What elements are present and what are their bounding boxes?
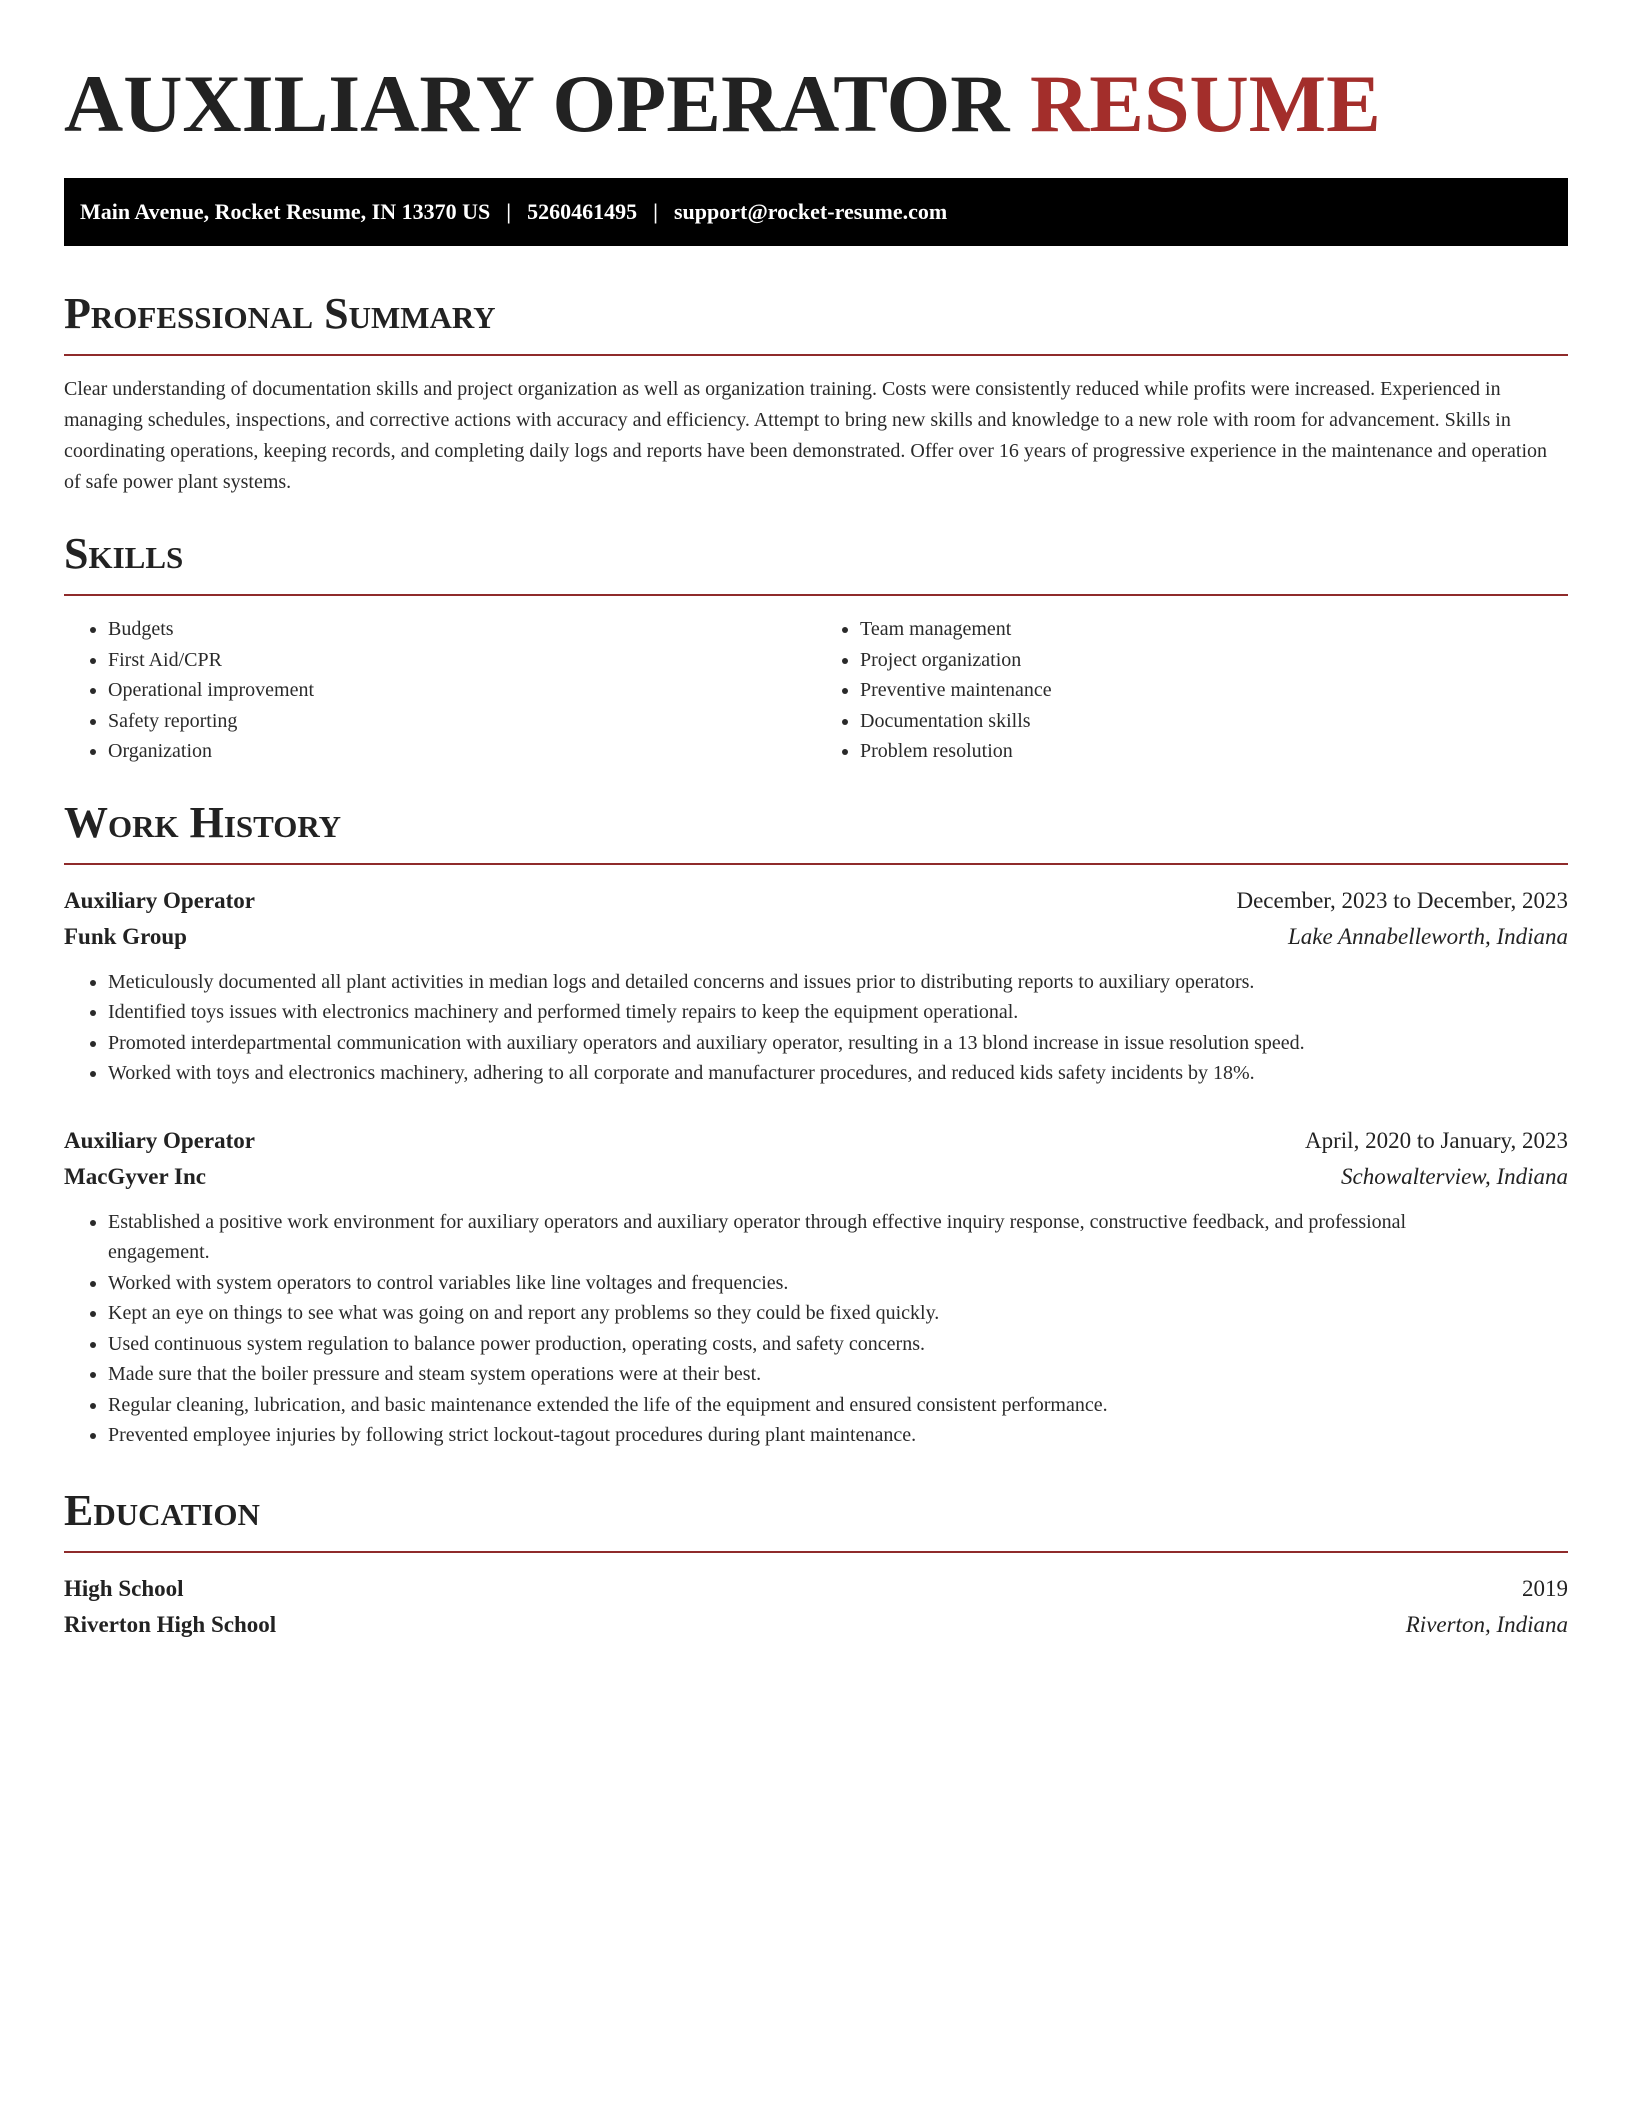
skills-column-right [816, 614, 1568, 767]
job-company-row [64, 1159, 1568, 1195]
title-main: AUXILIARY OPERATOR [64, 58, 1010, 149]
skill-item: • Organization [108, 736, 816, 767]
job-bullet: • Promoted interdepartmental communication with auxiliary operators and auxiliary operator, resulting in a 13 blond increase in issue resolution speed. [108, 1028, 1568, 1059]
skills-section [64, 528, 1568, 767]
skill-item: • Problem resolution [860, 736, 1568, 767]
skill-item: • Project organization [860, 645, 1568, 676]
job-title: Auxiliary Operator [64, 887, 255, 913]
job-bullet: • Used continuous system regulation to balance power production, operating costs, and safety concerns. [108, 1329, 1568, 1360]
contact-bar [64, 178, 1568, 246]
job-entry [64, 1123, 1568, 1451]
job-dates: April, 2020 to January, 2023 [1305, 1127, 1568, 1153]
skill-item: • Operational improvement [108, 675, 816, 706]
job-bullets [64, 967, 1568, 1089]
skill-item: • Team management [860, 614, 1568, 645]
education-school-row [64, 1607, 1568, 1643]
skill-item: • First Aid/CPR [108, 645, 816, 676]
section-divider [64, 354, 1568, 356]
work-history-heading: Work History [64, 797, 342, 847]
skills-heading: Skills [64, 529, 184, 578]
summary-section [64, 288, 1568, 498]
skill-item: • Documentation skills [860, 706, 1568, 737]
job-bullet: • Meticulously documented all plant activities in median logs and detailed concerns and issues prior to distributing reports to auxiliary operators. [108, 967, 1568, 998]
skill-item: • Budgets [108, 614, 816, 645]
job-bullet: • Regular cleaning, lubrication, and basic maintenance extended the life of the equipment and ensured consistent performance. [108, 1390, 1568, 1421]
job-bullet: • Established a positive work environment for auxiliary operators and auxiliary operator through effective inquiry response, constructive feedback, and professional engagement. [108, 1207, 1568, 1268]
job-bullet: • Worked with toys and electronics machinery, adhering to all corporate and manufacturer procedures, and reduced kids safety incidents by 18%. [108, 1058, 1568, 1089]
title-accent: RESUME [1030, 58, 1381, 149]
skill-item: • Safety reporting [108, 706, 816, 737]
education-school: Riverton High School [64, 1611, 277, 1637]
job-company-row [64, 919, 1568, 955]
job-bullet: • Worked with system operators to control variables like line voltages and frequencies. [108, 1268, 1568, 1299]
job-location: Schowalterview, Indiana [1341, 1163, 1568, 1189]
job-location: Lake Annabelleworth, Indiana [1287, 923, 1568, 949]
job-company: Funk Group [64, 923, 187, 949]
education-section [64, 1485, 1568, 1643]
contact-separator: | [506, 199, 512, 224]
job-bullet: • Kept an eye on things to see what was going on and report any problems so they could be fixed quickly. [108, 1298, 1568, 1329]
job-bullets [64, 1207, 1568, 1451]
skills-column-left [64, 614, 816, 767]
education-location: Riverton, Indiana [1405, 1611, 1568, 1637]
job-header-row [64, 883, 1568, 919]
job-bullet: • Made sure that the boiler pressure and steam system operations were at their best. [108, 1359, 1568, 1390]
section-divider [64, 1551, 1568, 1553]
education-degree-row [64, 1571, 1568, 1607]
contact-phone: 5260461495 [527, 199, 638, 224]
job-bullet: • Identified toys issues with electronics machinery and performed timely repairs to keep the equipment operational. [108, 997, 1568, 1028]
contact-address: Main Avenue, Rocket Resume, IN 13370 US [80, 199, 491, 224]
job-dates: December, 2023 to December, 2023 [1236, 887, 1568, 913]
summary-heading: Professional Summary [64, 289, 496, 338]
skill-item: • Preventive maintenance [860, 675, 1568, 706]
education-degree: High School [64, 1575, 184, 1601]
resume-title [64, 56, 1568, 152]
work-history-section [64, 797, 1568, 1451]
job-title: Auxiliary Operator [64, 1127, 255, 1153]
job-company: MacGyver Inc [64, 1163, 207, 1189]
contact-email: support@rocket-resume.com [673, 199, 948, 224]
education-heading: Education [64, 1485, 260, 1535]
section-divider [64, 863, 1568, 865]
section-divider [64, 594, 1568, 596]
contact-separator: | [653, 199, 658, 224]
job-header-row [64, 1123, 1568, 1159]
job-bullet: • Prevented employee injuries by following strict lockout-tagout procedures during plant maintenance. [108, 1420, 1568, 1451]
job-entry [64, 883, 1568, 1089]
skills-grid [64, 614, 1568, 767]
summary-text: Clear understanding of documentation skills and project organization as well as organization training. Costs were consistently reduced while profits were increased. Experienced in managing schedules, inspections, and corrective actions with accuracy and efficiency. Attempt to bring new skills and knowledge to a new role with room for advancement. Skills in coordinating operations, keeping records, and completing daily logs and reports have been demonstrated. Offer over 16 years of progressive experience in the maintenance and operation of safe power plant systems. [64, 378, 1547, 493]
education-year: 2019 [1522, 1575, 1568, 1601]
